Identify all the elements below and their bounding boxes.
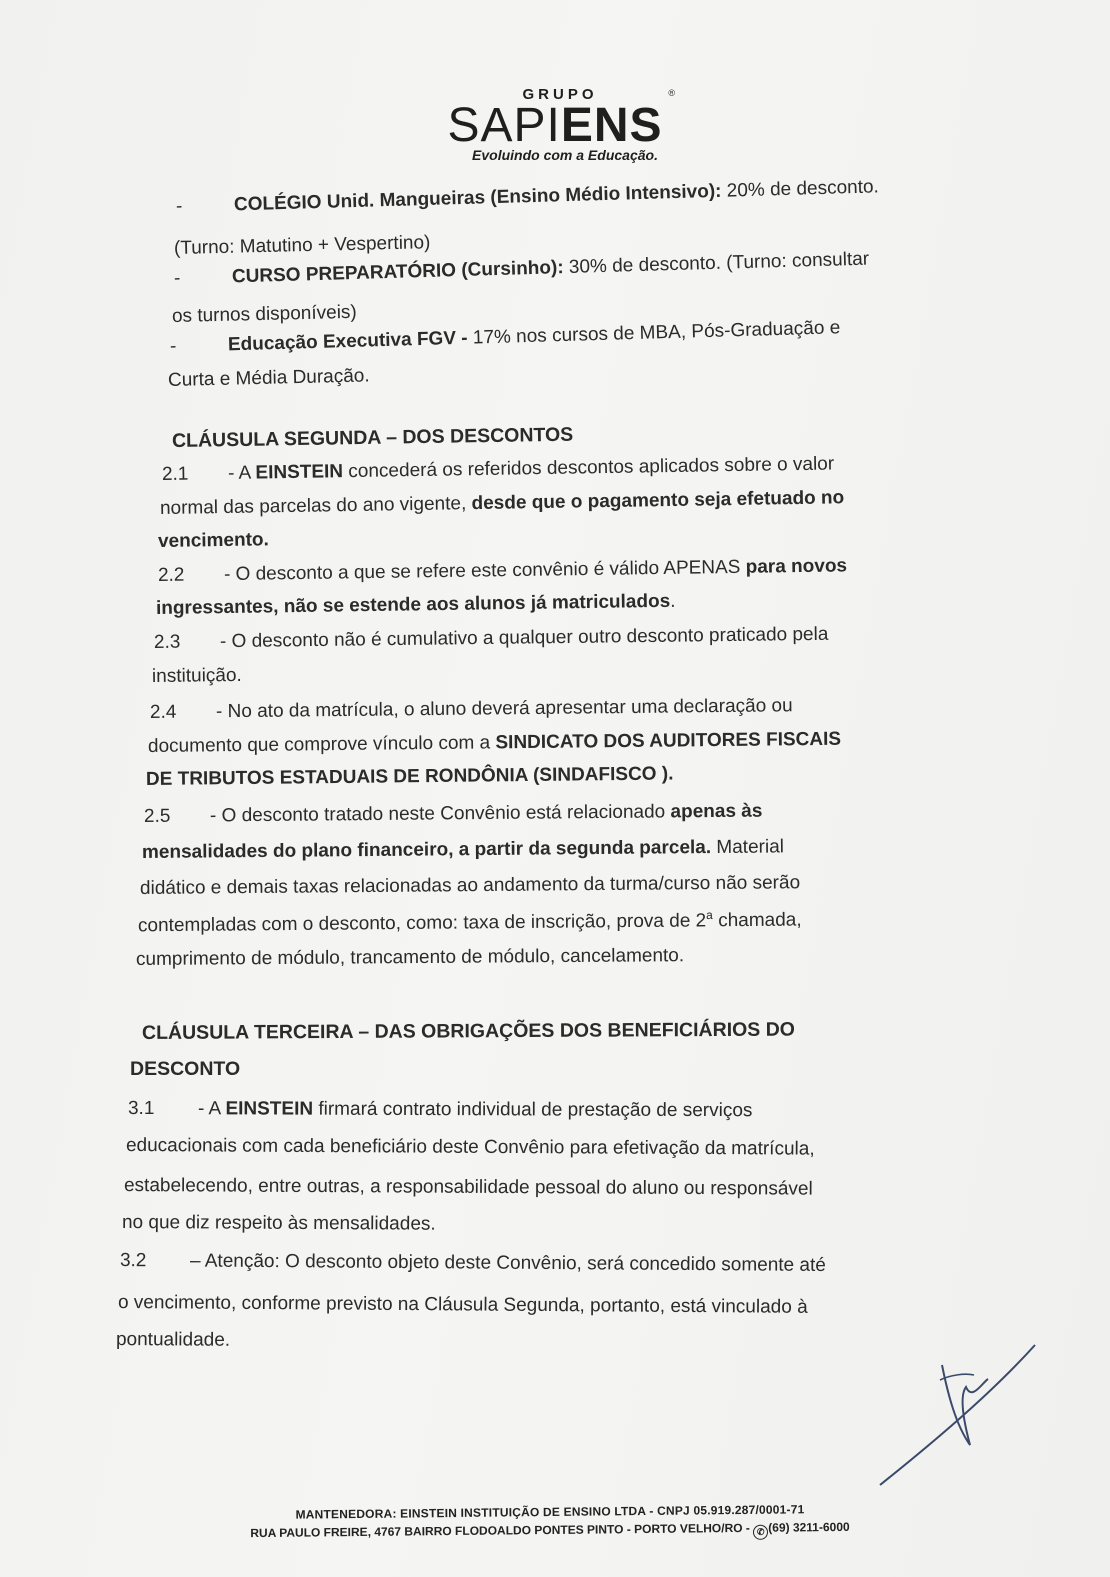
clause-3-2-line2: o vencimento, conforme previsto na Cláusula Segunda, portanto, está vinculado à	[117, 1292, 808, 1318]
discount-item-3: - Educação Executiva FGV - 17% nos cursos de MBA, Pós-Graduação e	[169, 317, 841, 357]
logo-grupo: GRUPO	[522, 86, 598, 103]
discount-item-1-cont: (Turno: Matutino + Vespertino)	[173, 232, 431, 259]
clause-3-title: CLÁUSULA TERCEIRA – DAS OBRIGAÇÕES DOS BENEFICIÁRIOS DO	[141, 1018, 795, 1044]
clause-3-2-line3: pontualidade.	[115, 1329, 231, 1351]
discount-item-2: - CURSO PREPARATÓRIO (Cursinho): 30% de desconto. (Turno: consultar	[173, 248, 870, 289]
clause-2-5-line2: mensalidades do plano financeiro, a partir da segunda parcela. Material	[141, 836, 785, 863]
whatsapp-icon: ✆	[753, 1525, 768, 1540]
discount-item-1: - COLÉGIO Unid. Mangueiras (Ensino Médio Intensivo): 20% de desconto.	[175, 176, 880, 217]
clause-2-3-line2: instituição.	[151, 664, 242, 687]
clause-2-2: 2.2 - O desconto a que se refere este convênio é válido APENAS para novos	[157, 555, 848, 586]
clause-2-1-line3: vencimento.	[157, 529, 270, 552]
clause-3-2: 3.2 – Atenção: O desconto objeto deste Convênio, será concedido somente até	[119, 1250, 826, 1276]
clause-2-5-line5: cumprimento de módulo, trancamento de módulo, cancelamento.	[135, 945, 685, 970]
clause-2-3: 2.3 - O desconto não é cumulativo a qualquer outro desconto praticado pela	[153, 623, 829, 653]
logo-tagline: Evoluindo com a Educação.	[472, 147, 658, 163]
discount-item-2-cont: os turnos disponíveis)	[171, 301, 358, 327]
clause-3-1: 3.1 - A EINSTEIN firmará contrato individual de prestação de serviços	[127, 1098, 753, 1122]
clause-2-4-line3: DE TRIBUTOS ESTADUAIS DE RONDÔNIA (SINDAFISCO ).	[145, 763, 674, 790]
clause-2-1: 2.1 - A EINSTEIN concederá os referidos descontos aplicados sobre o valor	[161, 453, 835, 485]
footer	[190, 1502, 910, 1542]
clause-2-2-line2: ingressantes, não se estende aos alunos já matriculados.	[155, 590, 676, 619]
signature-icon	[870, 1335, 1050, 1505]
clause-3-1-line4: no que diz respeito às mensalidades.	[121, 1212, 436, 1235]
clause-2-1-line2: normal das parcelas do ano vigente, desde que o pagamento seja efetuado no	[159, 487, 845, 519]
clause-3-title-line2: DESCONTO	[130, 1058, 241, 1080]
clause-2-4: 2.4 - No ato da matrícula, o aluno deverá apresentar uma declaração ou	[149, 695, 793, 723]
footer-maintainer: MANTENEDORA: EINSTEIN INSTITUIÇÃO DE ENSINO LTDA - CNPJ 05.919.287/0001-71	[295, 1502, 805, 1522]
discount-item-3-cont: Curta e Média Duração.	[167, 365, 370, 391]
clause-2-title: CLÁUSULA SEGUNDA – DOS DESCONTOS	[171, 423, 574, 452]
clause-2-5: 2.5 - O desconto tratado neste Convênio está relacionado apenas às	[143, 800, 763, 827]
clause-2-4-line2: documento que comprove vínculo com a SINDICATO DOS AUDITORES FISCAIS	[147, 728, 842, 757]
logo-wordmark-thin: SAPI	[447, 99, 561, 152]
clause-2-5-line3: didático e demais taxas relacionadas ao andamento da turma/curso não serão	[139, 872, 801, 899]
clause-3-1-line3: estabelecendo, entre outras, a responsabilidade pessoal do aluno ou responsável	[123, 1175, 813, 1200]
footer-address: RUA PAULO FREIRE, 4767 BAIRRO FLODOALDO PONTES PINTO - PORTO VELHO/RO - ✆ (69) 3211-6000	[250, 1519, 850, 1541]
logo-registered-mark: ®	[668, 88, 675, 98]
footer-phone: (69) 3211-6000	[768, 1519, 850, 1535]
clause-3-1-line2: educacionais com cada beneficiário deste Convênio para efetivação da matrícula,	[125, 1135, 815, 1160]
clause-2-5-line4: contempladas com o desconto, como: taxa de inscrição, prova de 2$^a$ chamada,	[137, 907, 802, 937]
logo-wordmark-bold: ENS	[560, 99, 663, 152]
